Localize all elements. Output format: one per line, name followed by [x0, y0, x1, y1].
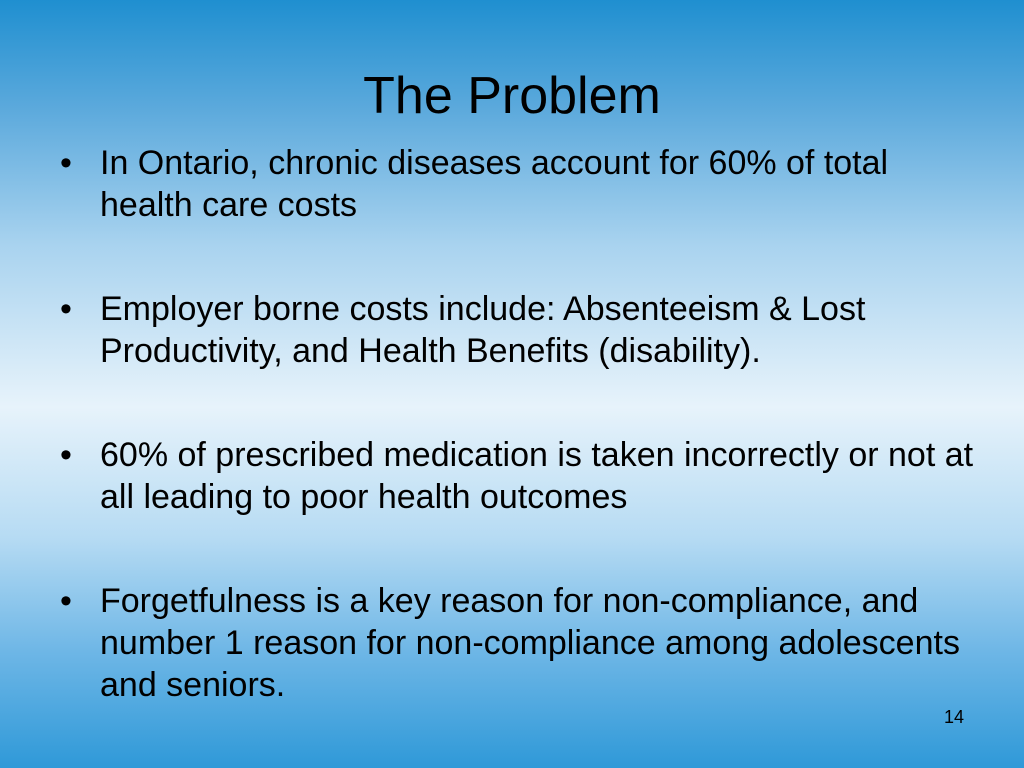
bullet-item	[60, 142, 990, 226]
bullet-dot-icon: •	[60, 144, 72, 182]
bullet-text: Forgetfulness is a key reason for non-compliance, and number 1 reason for non-compliance among adolescents and seniors.	[100, 582, 960, 704]
page-number: 14	[943, 707, 964, 727]
bullet-item	[60, 288, 990, 372]
bullet-text: 60% of prescribed medication is taken incorrectly or not at all leading to poor health outcomes	[100, 436, 974, 516]
bullet-text: In Ontario, chronic diseases account for 60% of total health care costs	[100, 144, 889, 224]
bullet-item	[60, 434, 990, 518]
bullet-dot-icon: •	[60, 582, 72, 620]
bullet-list	[60, 142, 990, 768]
bullet-dot-icon: •	[60, 436, 72, 474]
bullet-text: Employer borne costs include: Absenteeism & Lost Productivity, and Health Benefits (disability).	[100, 290, 866, 370]
bullet-dot-icon: •	[60, 290, 72, 328]
slide-title: The Problem	[363, 67, 661, 125]
bullet-item	[60, 580, 990, 706]
